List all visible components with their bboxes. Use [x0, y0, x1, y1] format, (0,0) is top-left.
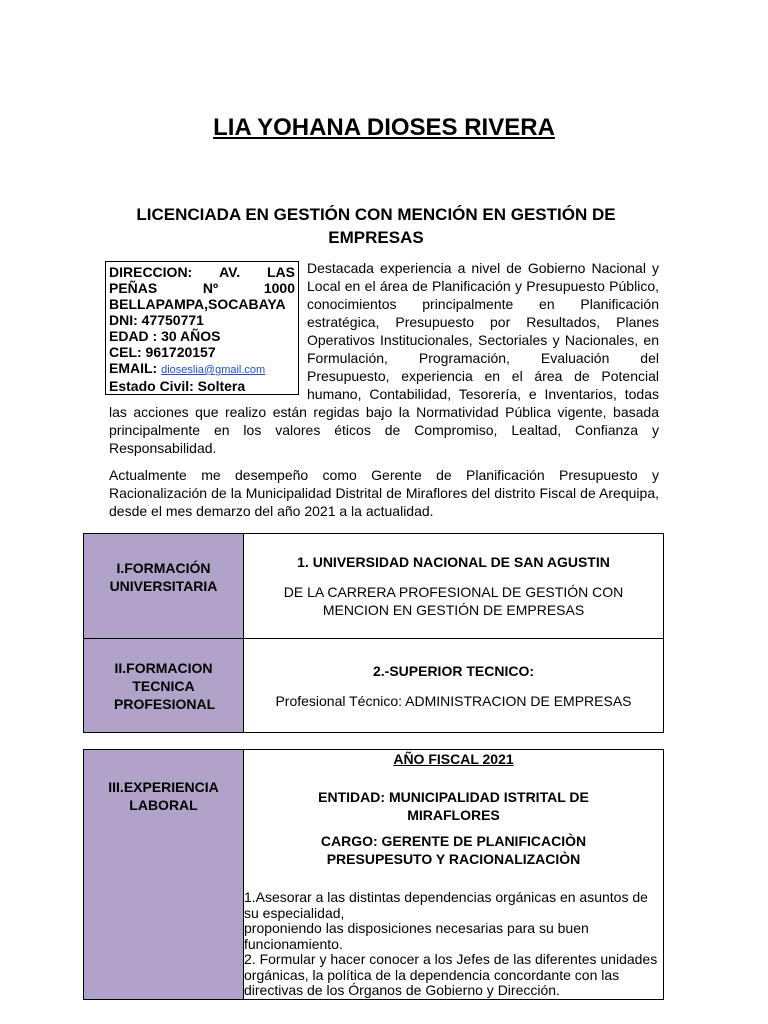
university-career: DE LA CARRERA PROFESIONAL DE GESTIÓN CON MENCION EN GESTIÓN DE EMPRESAS: [283, 584, 624, 618]
university-section-label: I.FORMACIÓN UNIVERSITARIA: [84, 534, 244, 639]
address-line-3: BELLAPAMPA,SOCABAYA: [109, 296, 286, 312]
email-label: EMAIL:: [109, 360, 158, 376]
job-duties: [244, 890, 663, 999]
contact-box: [105, 261, 299, 395]
university-content: [244, 534, 664, 639]
duty-1b: proponiendo las disposiciones necesarias para su buen funcionamiento.: [244, 920, 589, 952]
education-table: [83, 533, 664, 733]
degree-title: LICENCIADA EN GESTIÓN CON MENCIÓN EN GESTIÓN DE EMPRESAS: [136, 205, 616, 247]
technical-detail: Profesional Técnico: ADMINISTRACION DE EMPRESAS: [275, 692, 632, 709]
candidate-name: LIA YOHANA DIOSES RIVERA: [213, 114, 555, 141]
experience-section-label: III.EXPERIENCIA LABORAL: [84, 750, 244, 1000]
job-position: CARGO: GERENTE DE PLANIFICACIÒN PRESUPESUTO Y RACIONALIZACIÒN: [320, 833, 587, 867]
email-row: [109, 360, 295, 378]
civil-status: Estado Civil: Soltera: [109, 378, 246, 394]
university-name: 1. UNIVERSIDAD NACIONAL DE SAN AGUSTIN: [297, 554, 610, 570]
experience-row: [84, 750, 664, 1000]
phone: CEL: 961720157: [109, 344, 216, 360]
duty-1a: 1.Asesorar a las distintas dependencias orgánicas en asuntos de su especialidad,: [244, 889, 648, 921]
email-link[interactable]: dioseslia@gmail.com: [161, 364, 266, 376]
dni: DNI: 47750771: [109, 312, 204, 328]
entity-name: ENTIDAD: MUNICIPALIDAD ISTRITAL DE MIRAFLORES: [318, 789, 589, 823]
address-line-1: DIRECCION: AV. LAS: [109, 264, 295, 280]
technical-title: 2.-SUPERIOR TECNICO:: [372, 662, 534, 679]
age: EDAD : 30 AÑOS: [109, 328, 221, 344]
technical-row: [84, 639, 664, 733]
summary-text: Destacada experiencia a nivel de Gobierno Nacional y Local en el área de Planificación y Presupuesto Público, conocimientos principalmente en Planificación estratégica, Presupuesto por Resultados, Planes Operativos Institucionales, Sectoriales y Nacionales, en Formulación, Programación, Evaluación del Presupuesto, experiencia en el área de Potencial humano, Contabilidad, Tesorería, e Inventarios, todas las acciones que realizo están regidas bajo la Normatividad Pública vigente, basada principalmente en los valores éticos de Compromiso, Lealtad, Confianza y Responsabilidad.: [109, 260, 659, 456]
address-line-2: PEÑAS Nº 1000: [109, 280, 295, 296]
experience-table: [83, 749, 664, 1000]
experience-content: [244, 750, 664, 1000]
fiscal-year: AÑO FISCAL 2021: [393, 751, 514, 767]
technical-section-label: II.FORMACION TECNICA PROFESIONAL: [84, 639, 244, 733]
professional-summary: [109, 259, 659, 457]
technical-content: [244, 639, 664, 733]
duty-2: 2. Formular y hacer conocer a los Jefes de las diferentes unidades orgánicas, la política de la dependencia concordante con las directivas de los Órganos de Gobierno y Dirección.: [244, 951, 658, 998]
current-position-text: Actualmente me desempeño como Gerente de Planificación Presupuesto y Racionalización de la Municipalidad Distrital de Miraflores del distrito Fiscal de Arequipa, desde el mes demarzo del año 2021 a la actualidad.: [109, 467, 659, 519]
university-row: [84, 534, 664, 639]
